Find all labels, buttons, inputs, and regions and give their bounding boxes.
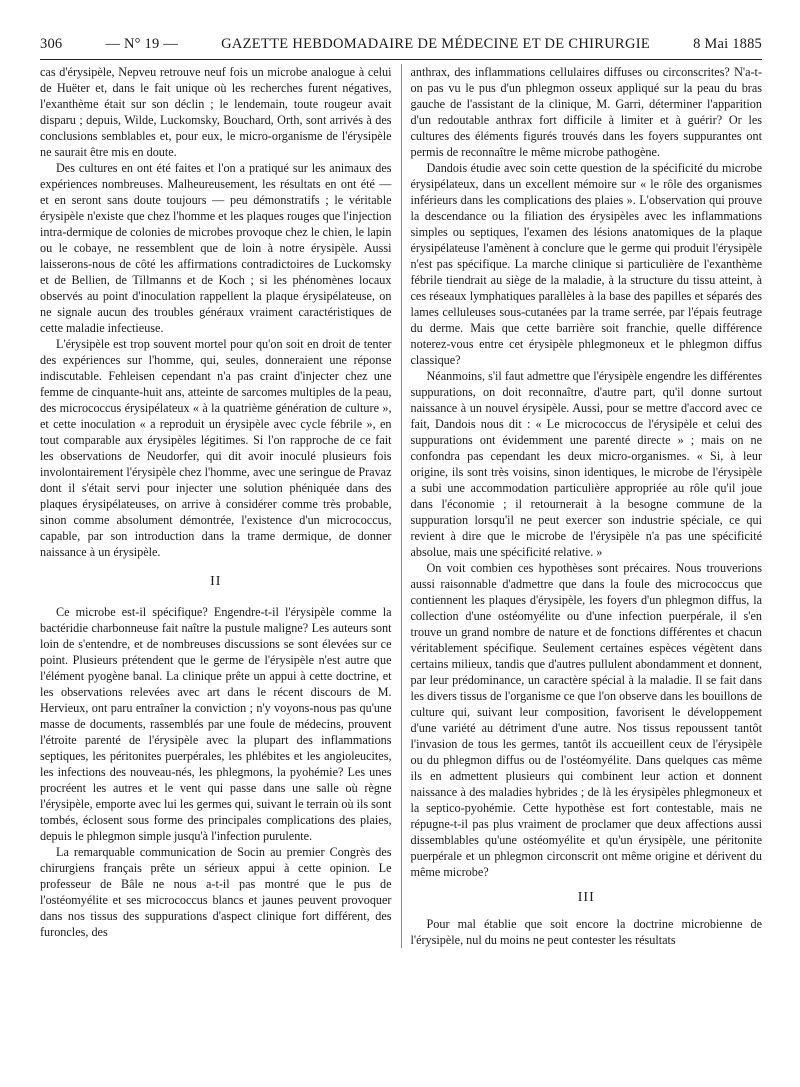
- left-column: [40, 64, 401, 948]
- section-heading-iii: III: [577, 890, 595, 905]
- running-header: [40, 36, 762, 60]
- paragraph: Pour mal établie que soit encore la doctrine microbienne de l'érysipèle, nul du moins ne peut contester les résultats: [410, 917, 762, 947]
- paragraph: Néanmoins, s'il faut admettre que l'érysipèle engendre les différentes suppurations, on doit reconnaître, d'autre part, qu'il donne surtout naissance à un nouvel érysipèle. Aussi, pour se mettre d'accord avec ce fait, Dandois nous dit : « Le micrococcus de l'érysipèle et celui des suppurations ont évidemment une parenté directe » ; mais on ne confondra pas cependant les deux micro-organismes. « Si, à leur origine, ils sont très voisins, sinon identiques, le microbe de l'érysipèle a subi une accommodation particulière appropriée au rôle qu'il joue dans l'économie ; il retournerait à la besogne commune de la suppuration lorsqu'il ne peut exercer son industrie spéciale, ce qui revient à dire que le microbe de l'érysipèle n'a pas une spécificité absolue, mais une spécificité relative. »: [410, 369, 762, 559]
- issue-date: 8 Mai 1885: [693, 36, 762, 52]
- section-heading-ii: II: [210, 574, 222, 589]
- right-column: [401, 64, 763, 948]
- paragraph: La remarquable communication de Socin au premier Congrès des chirurgiens français prête un sérieux appui à cette opinion. Le professeur de Bâle ne nous a-t-il pas montré que le pus de l'ostéomyélite et ses micrococcus blancs et jaunes peuvent provoquer dans nos tissus des suppurations d'aspect clinique fort différent, des furoncles, des: [40, 845, 392, 939]
- journal-title: GAZETTE HEBDOMADAIRE DE MÉDECINE ET DE CHIRURGIE: [221, 36, 651, 52]
- paragraph: anthrax, des inflammations cellulaires diffuses ou circonscrites? N'a-t-on pas vu le pus d'un phlegmon osseux appliqué sur la peau du bras gauche de l'assistant de la clinique, M. Garri, déterminer l'apparition d'un redoutable anthrax fort difficile à limiter et à guérir? Or les cultures des éléments figurés trouvés dans les foyers suppurantes ont permis de reconnaître le même microbe pathogène.: [410, 65, 762, 159]
- paragraph: L'érysipèle est trop souvent mortel pour qu'on soit en droit de tenter des expériences sur l'homme, qui, seules, donneraient une réponse indiscutable. Fehleisen cependant n'a pas craint d'injecter chez une femme de cinquante-huit ans, atteinte de sarcomes multiples de la peau, des micrococcus érysipélateux « à la quatrième génération de culture », et cette inoculation « a reproduit un érysipèle avec cycle fébrile », en tout comparable aux érysipèles légitimes. Si l'on rapproche de ce fait les observations de Neudorfer, qui dit avoir inoculé plusieurs fois involontairement l'érysipèle chez l'homme, avec une seringue de Pravaz dont il s'était servi pour injecter une solution phéniquée dans des plaques érysipélateuses, on arrive à considérer comme très probable, sinon comme absolument démontrée, l'existence d'un micrococcus, capable, par son introduction dans la trame dermique, de donner naissance à un érysipèle.: [40, 337, 392, 559]
- issue-number: — N° 19 —: [105, 36, 178, 52]
- paragraph: Ce microbe est-il spécifique? Engendre-t-il l'érysipèle comme la bactéridie charbonneuse fait naître la pustule maligne? Les auteurs sont loin de s'entendre, et de nombreuses discussions se sont élevées sur ce point. Plusieurs prétendent que le germe de l'érysipèle n'est autre que l'élément pyogène banal. La clinique prête un appui à cette doctrine, et les observations relevées avec art dans le récent discours de M. Hervieux, ont paru entraîner la conviction ; n'y voyons-nous pas qu'une masse de documents, rassemblés par une foule de médecins, prouvent l'étroite parenté de l'érysipèle avec la plupart des inflammations septiques, les péritonites puerpérales, les phlébites et les angioleucites, les infections des nouveau-nés, les phlegmons, la pyohémie? Les unes procréent les autres et le vent qui passe dans une salle où règne l'érysipèle, emporte avec lui les germes qui, suivant le terrain où ils sont tombés, éclosent sous forme des principales complications des plaies, depuis le phlegmon simple jusqu'à l'infection purulente.: [40, 605, 392, 843]
- two-column-body: [40, 64, 762, 948]
- paragraph: Des cultures en ont été faites et l'on a pratiqué sur les animaux des expériences nombreuses. Malheureusement, les résultats en ont été — et en seront sans doute toujours — peu démonstratifs ; le véritable érysipèle n'existe que chez l'homme et les plaques rouges que l'injection intra-dermique de colonies de microbes provoque chez le chien, le lapin ou le cobaye, ne ressemblent que de loin à notre érysipèle. Aussi laisserons-nous de côté les affirmations contradictoires de Luckomsky et de Bellien, de Tillmanns et de Koch ; si les phénomènes locaux observés au point d'inoculation rappellent la plaque érysipélateuse, on ne signale aucun des troubles généraux vraiment caractéristiques de cette maladie infectieuse.: [40, 161, 392, 335]
- page-number: 306: [40, 36, 63, 52]
- paragraph: cas d'érysipèle, Nepveu retrouve neuf fois un microbe analogue à celui de Huëter et, dans le fait unique où les recherches furent négatives, l'exanthème était sur son déclin ; le lendemain, toute rougeur avait disparu ; depuis, Wilde, Luckomsky, Bouchard, Orth, sont arrivés à des conclusions semblables et, pour eux, le micro-organisme de l'érysipèle ne saurait être mis en doute.: [40, 65, 392, 159]
- paragraph: On voit combien ces hypothèses sont précaires. Nous trouverions aussi raisonnable d'admettre que dans la foule des micrococcus que contiennent les plaques d'érysipèle, les foyers d'un phlegmon diffus, la collection d'une ostéomyélite ou d'une infection puerpérale, il s'en trouve un grand nombre de nature et de fonctions différentes et chacun véritablement spécifique. Seulement certaines espèces végètent dans certains milieux, tandis que d'autres pullulent abondamment et donnent, par leur prédominance, un caractère spécial à la maladie. Il se fait dans les divers tissus de l'organisme ce que l'on observe dans les bouillons de culture qui, suivant leur composition, favorisent le développement d'une variété au détriment d'une autre. Nos tissus repoussent tantôt l'invasion de tous les germes, tantôt ils accueillent ceux de l'érysipèle ou du phlegmon diffus ou de l'ostéomyélite. Dans quelques cas même ils en admettent plusieurs qui combinent leur action et donnent naissance à des maladies hybrides ; de là les érysipèles phlegmoneux et la septico-pyohémie. Cette hypothèse est fort contestable, mais ne répugne-t-il pas plus vraiment de proclamer que deux affections aussi dissemblables qu'une ostéomyélite et qu'un érysipèle, une péritonite puerpérale et un phlegmon circonscrit ont même origine et dérivent du même microbe?: [410, 561, 762, 879]
- paragraph: Dandois étudie avec soin cette question de la spécificité du microbe érysipélateux, dans un excellent mémoire sur « le rôle des organismes inférieurs dans les complications des plaies ». L'observation qui prouve la descendance ou la filiation des érysipèles avec les inflammations simples ou septiques, l'examen des lésions anatomiques de la plaque érysipélateuse l'amènent à conclure que le germe qui produit l'érysipèle n'est pas spécifique. La marche clinique si particulière de l'exanthème fébrile tiendrait au siège de la maladie, à la structure du tissu atteint, à ces réseaux lymphatiques parallèles à la base des papilles et séparés des lames celluleuses sous-cutanées par la trame serrée, par l'épais feutrage du derme. Mais que cette barrière soit franchie, quelle différence noterez-vous entre cet érysipèle phlegmoneux et le phlegmon diffus classique?: [410, 161, 762, 367]
